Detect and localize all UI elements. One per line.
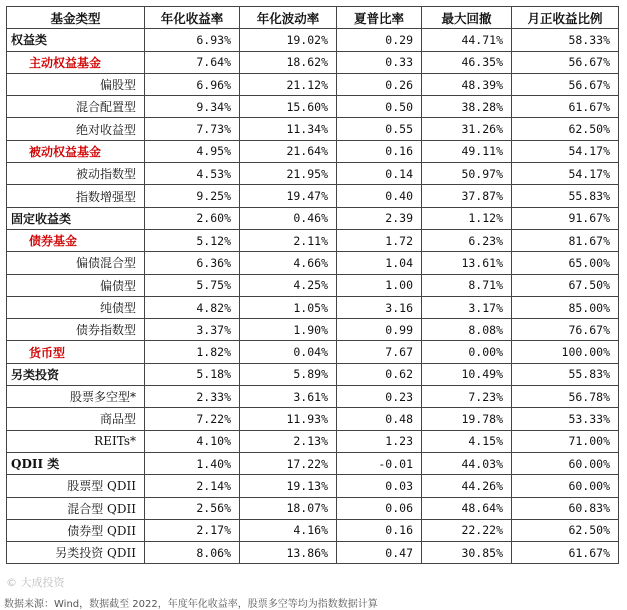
- sharpe-ratio-cell: 3.16: [337, 296, 422, 318]
- annual-volatility-cell: 13.86%: [240, 542, 337, 564]
- monthly-positive-ratio-cell: 54.17%: [512, 163, 619, 185]
- fund-type-cell: 偏股型: [7, 73, 145, 95]
- table-row: [7, 207, 619, 229]
- annual-return-cell: 2.60%: [145, 207, 240, 229]
- sharpe-ratio-cell: 0.16: [337, 140, 422, 162]
- annual-return-cell: 2.17%: [145, 519, 240, 541]
- table-row: [7, 163, 619, 185]
- monthly-positive-ratio-cell: 67.50%: [512, 274, 619, 296]
- annual-return-cell: 6.96%: [145, 73, 240, 95]
- fund-type-cell: REITs*: [7, 430, 145, 452]
- fund-type-cell: 混合型 QDII: [7, 497, 145, 519]
- sharpe-ratio-cell: 0.55: [337, 118, 422, 140]
- table-row: [7, 296, 619, 318]
- monthly-positive-ratio-cell: 61.67%: [512, 542, 619, 564]
- sharpe-ratio-cell: 1.04: [337, 252, 422, 274]
- annual-volatility-cell: 0.04%: [240, 341, 337, 363]
- annual-volatility-cell: 2.11%: [240, 229, 337, 251]
- table-row: [7, 73, 619, 95]
- sharpe-ratio-cell: 0.14: [337, 163, 422, 185]
- monthly-positive-ratio-cell: 60.00%: [512, 452, 619, 474]
- annual-return-cell: 7.73%: [145, 118, 240, 140]
- fund-type-cell: 混合配置型: [7, 96, 145, 118]
- monthly-positive-ratio-cell: 81.67%: [512, 229, 619, 251]
- max-drawdown-cell: 37.87%: [422, 185, 512, 207]
- table-row: [7, 252, 619, 274]
- sharpe-ratio-cell: 0.06: [337, 497, 422, 519]
- sharpe-ratio-cell: 1.00: [337, 274, 422, 296]
- max-drawdown-cell: 46.35%: [422, 51, 512, 73]
- annual-volatility-cell: 11.34%: [240, 118, 337, 140]
- table-row: [7, 497, 619, 519]
- max-drawdown-cell: 48.39%: [422, 73, 512, 95]
- annual-return-cell: 9.34%: [145, 96, 240, 118]
- table-row: [7, 542, 619, 564]
- sharpe-ratio-cell: 0.47: [337, 542, 422, 564]
- annual-volatility-cell: 4.16%: [240, 519, 337, 541]
- monthly-positive-ratio-cell: 56.78%: [512, 386, 619, 408]
- monthly-positive-ratio-cell: 60.83%: [512, 497, 619, 519]
- annual-return-cell: 4.82%: [145, 296, 240, 318]
- max-drawdown-cell: 8.71%: [422, 274, 512, 296]
- annual-volatility-cell: 4.25%: [240, 274, 337, 296]
- table-row: [7, 519, 619, 541]
- max-drawdown-cell: 0.00%: [422, 341, 512, 363]
- annual-return-cell: 4.53%: [145, 163, 240, 185]
- max-drawdown-cell: 44.26%: [422, 475, 512, 497]
- monthly-positive-ratio-cell: 55.83%: [512, 185, 619, 207]
- header-annual-return: 年化收益率: [145, 7, 240, 29]
- sharpe-ratio-cell: 1.23: [337, 430, 422, 452]
- annual-return-cell: 8.06%: [145, 542, 240, 564]
- max-drawdown-cell: 13.61%: [422, 252, 512, 274]
- annual-return-cell: 5.18%: [145, 363, 240, 385]
- annual-volatility-cell: 5.89%: [240, 363, 337, 385]
- fund-type-cell: 货币型: [7, 341, 145, 363]
- annual-volatility-cell: 21.12%: [240, 73, 337, 95]
- table-row: [7, 408, 619, 430]
- annual-volatility-cell: 17.22%: [240, 452, 337, 474]
- sharpe-ratio-cell: 0.33: [337, 51, 422, 73]
- annual-volatility-cell: 18.62%: [240, 51, 337, 73]
- fund-type-cell: 债券型 QDII: [7, 519, 145, 541]
- fund-type-cell: 偏债型: [7, 274, 145, 296]
- watermark-text: © 大成投资: [6, 576, 65, 589]
- annual-return-cell: 2.14%: [145, 475, 240, 497]
- annual-return-cell: 1.40%: [145, 452, 240, 474]
- monthly-positive-ratio-cell: 56.67%: [512, 73, 619, 95]
- table-body: [7, 29, 619, 564]
- annual-return-cell: 4.10%: [145, 430, 240, 452]
- fund-type-cell: 主动权益基金: [7, 51, 145, 73]
- annual-return-cell: 6.93%: [145, 29, 240, 51]
- table-row: [7, 29, 619, 51]
- header-annual-volatility: 年化波动率: [240, 7, 337, 29]
- sharpe-ratio-cell: 0.62: [337, 363, 422, 385]
- table-row: [7, 475, 619, 497]
- fund-type-cell: 被动指数型: [7, 163, 145, 185]
- fund-type-cell: 另类投资 QDII: [7, 542, 145, 564]
- sharpe-ratio-cell: 0.40: [337, 185, 422, 207]
- annual-return-cell: 9.25%: [145, 185, 240, 207]
- fund-type-cell: 被动权益基金: [7, 140, 145, 162]
- annual-volatility-cell: 15.60%: [240, 96, 337, 118]
- sharpe-ratio-cell: 0.99: [337, 319, 422, 341]
- annual-volatility-cell: 11.93%: [240, 408, 337, 430]
- monthly-positive-ratio-cell: 60.00%: [512, 475, 619, 497]
- fund-type-cell: 权益类: [7, 29, 145, 51]
- fund-type-cell: 固定收益类: [7, 207, 145, 229]
- max-drawdown-cell: 1.12%: [422, 207, 512, 229]
- monthly-positive-ratio-cell: 58.33%: [512, 29, 619, 51]
- sharpe-ratio-cell: 0.26: [337, 73, 422, 95]
- max-drawdown-cell: 49.11%: [422, 140, 512, 162]
- max-drawdown-cell: 7.23%: [422, 386, 512, 408]
- table-row: [7, 185, 619, 207]
- annual-volatility-cell: 19.47%: [240, 185, 337, 207]
- sharpe-ratio-cell: 1.72: [337, 229, 422, 251]
- annual-return-cell: 7.64%: [145, 51, 240, 73]
- annual-return-cell: 4.95%: [145, 140, 240, 162]
- monthly-positive-ratio-cell: 100.00%: [512, 341, 619, 363]
- annual-volatility-cell: 1.90%: [240, 319, 337, 341]
- table-row: [7, 319, 619, 341]
- sharpe-ratio-cell: 0.50: [337, 96, 422, 118]
- annual-return-cell: 1.82%: [145, 341, 240, 363]
- monthly-positive-ratio-cell: 91.67%: [512, 207, 619, 229]
- max-drawdown-cell: 44.03%: [422, 452, 512, 474]
- annual-volatility-cell: 4.66%: [240, 252, 337, 274]
- annual-volatility-cell: 19.13%: [240, 475, 337, 497]
- monthly-positive-ratio-cell: 54.17%: [512, 140, 619, 162]
- header-monthly-positive-ratio: 月正收益比例: [512, 7, 619, 29]
- annual-volatility-cell: 18.07%: [240, 497, 337, 519]
- fund-type-cell: QDII 类: [7, 452, 145, 474]
- sharpe-ratio-cell: 0.48: [337, 408, 422, 430]
- annual-return-cell: 3.37%: [145, 319, 240, 341]
- max-drawdown-cell: 19.78%: [422, 408, 512, 430]
- fund-type-cell: 债券指数型: [7, 319, 145, 341]
- monthly-positive-ratio-cell: 85.00%: [512, 296, 619, 318]
- fund-type-cell: 偏债混合型: [7, 252, 145, 274]
- table-row: [7, 274, 619, 296]
- table-row: [7, 341, 619, 363]
- table-row: [7, 386, 619, 408]
- max-drawdown-cell: 50.97%: [422, 163, 512, 185]
- annual-volatility-cell: 2.13%: [240, 430, 337, 452]
- monthly-positive-ratio-cell: 62.50%: [512, 118, 619, 140]
- annual-return-cell: 5.12%: [145, 229, 240, 251]
- monthly-positive-ratio-cell: 65.00%: [512, 252, 619, 274]
- max-drawdown-cell: 44.71%: [422, 29, 512, 51]
- header-max-drawdown: 最大回撤: [422, 7, 512, 29]
- fund-type-cell: 绝对收益型: [7, 118, 145, 140]
- table-row: [7, 118, 619, 140]
- sharpe-ratio-cell: 7.67: [337, 341, 422, 363]
- fund-type-cell: 指数增强型: [7, 185, 145, 207]
- annual-return-cell: 5.75%: [145, 274, 240, 296]
- max-drawdown-cell: 48.64%: [422, 497, 512, 519]
- annual-volatility-cell: 1.05%: [240, 296, 337, 318]
- table-row: [7, 430, 619, 452]
- table-row: [7, 452, 619, 474]
- header-fund-type: 基金类型: [7, 7, 145, 29]
- max-drawdown-cell: 10.49%: [422, 363, 512, 385]
- sharpe-ratio-cell: 0.23: [337, 386, 422, 408]
- fund-type-cell: 股票型 QDII: [7, 475, 145, 497]
- max-drawdown-cell: 22.22%: [422, 519, 512, 541]
- annual-return-cell: 2.56%: [145, 497, 240, 519]
- sharpe-ratio-cell: 0.16: [337, 519, 422, 541]
- monthly-positive-ratio-cell: 53.33%: [512, 408, 619, 430]
- sharpe-ratio-cell: 2.39: [337, 207, 422, 229]
- annual-volatility-cell: 0.46%: [240, 207, 337, 229]
- monthly-positive-ratio-cell: 62.50%: [512, 519, 619, 541]
- fund-type-cell: 股票多空型*: [7, 386, 145, 408]
- max-drawdown-cell: 4.15%: [422, 430, 512, 452]
- max-drawdown-cell: 31.26%: [422, 118, 512, 140]
- max-drawdown-cell: 8.08%: [422, 319, 512, 341]
- table-header-row: [7, 7, 619, 29]
- fund-type-cell: 商品型: [7, 408, 145, 430]
- sharpe-ratio-cell: 0.03: [337, 475, 422, 497]
- table-row: [7, 229, 619, 251]
- max-drawdown-cell: 30.85%: [422, 542, 512, 564]
- fund-type-cell: 另类投资: [7, 363, 145, 385]
- annual-volatility-cell: 3.61%: [240, 386, 337, 408]
- fund-performance-table: [6, 6, 619, 564]
- annual-volatility-cell: 21.64%: [240, 140, 337, 162]
- max-drawdown-cell: 6.23%: [422, 229, 512, 251]
- annual-volatility-cell: 19.02%: [240, 29, 337, 51]
- header-sharpe-ratio: 夏普比率: [337, 7, 422, 29]
- fund-type-cell: 纯债型: [7, 296, 145, 318]
- monthly-positive-ratio-cell: 76.67%: [512, 319, 619, 341]
- monthly-positive-ratio-cell: 56.67%: [512, 51, 619, 73]
- max-drawdown-cell: 38.28%: [422, 96, 512, 118]
- table-row: [7, 363, 619, 385]
- max-drawdown-cell: 3.17%: [422, 296, 512, 318]
- annual-return-cell: 2.33%: [145, 386, 240, 408]
- annual-return-cell: 6.36%: [145, 252, 240, 274]
- table-row: [7, 140, 619, 162]
- table-row: [7, 96, 619, 118]
- monthly-positive-ratio-cell: 55.83%: [512, 363, 619, 385]
- sharpe-ratio-cell: -0.01: [337, 452, 422, 474]
- monthly-positive-ratio-cell: 61.67%: [512, 96, 619, 118]
- sharpe-ratio-cell: 0.29: [337, 29, 422, 51]
- fund-type-cell: 债券基金: [7, 229, 145, 251]
- footer-note: 数据来源：Wind，数据截至 2022，年度年化收益率，股票多空等均为指数数据计算: [4, 599, 378, 610]
- monthly-positive-ratio-cell: 71.00%: [512, 430, 619, 452]
- annual-volatility-cell: 21.95%: [240, 163, 337, 185]
- annual-return-cell: 7.22%: [145, 408, 240, 430]
- table-row: [7, 51, 619, 73]
